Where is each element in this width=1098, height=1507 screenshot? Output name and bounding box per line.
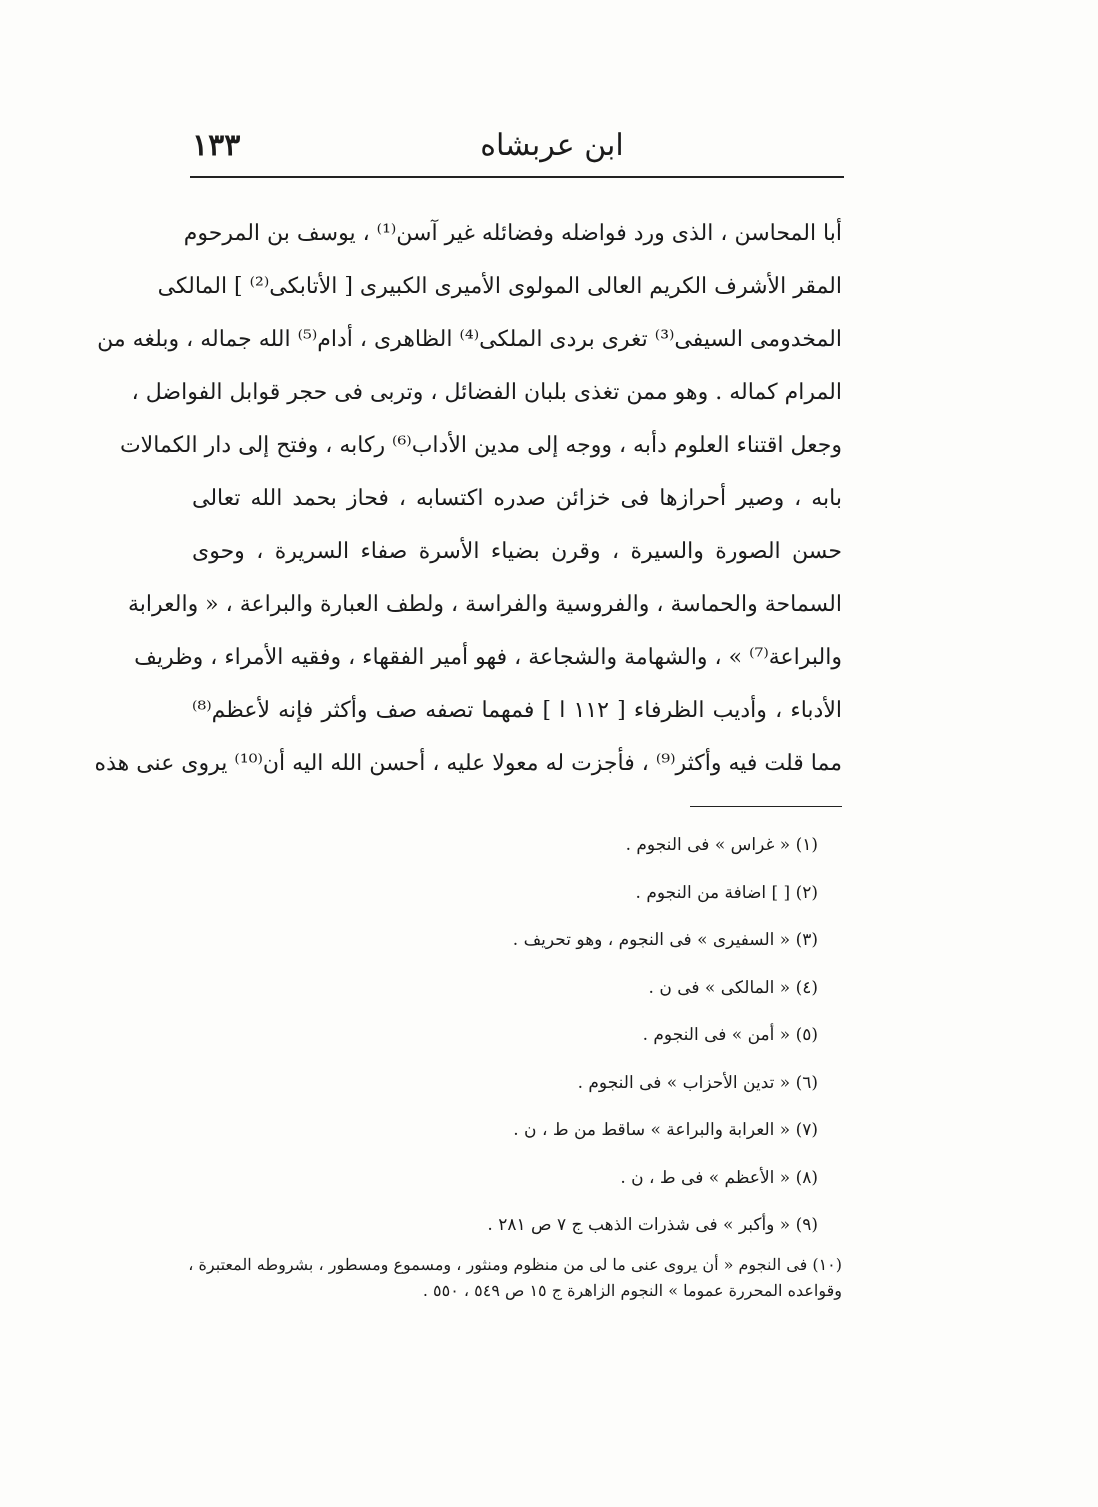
page-header: [192, 128, 842, 168]
text-line: السماحة والحماسة ، والفروسية والفراسة ، ولطف العبارة والبراعة ، « والعرابة: [127, 592, 842, 617]
footnote: (١) « غراس » فى النجوم .: [625, 835, 818, 855]
footnotes: [192, 825, 818, 1253]
running-title: ابن عربشاه: [480, 128, 624, 163]
footnote: (٨) « الأعظم » فى ط ، ن .: [620, 1167, 818, 1188]
text-line: الأدباء ، وأديب الظرفاء [ ١١٢ ا ] فمهما تصفه صف وأكثر فإنه لأعظم⁽⁸⁾: [192, 698, 842, 723]
text-line: المخدومى السيفى⁽³⁾ تغرى بردى الملكى⁽⁴⁾ الظاهرى ، أدام⁽⁵⁾ الله جماله ، وبلغه من: [97, 327, 842, 352]
footnote-line: وقواعده المحررة عموما » النجوم الزاهرة ج ١٥ ص ٥٤٩ ، ٥٥٠ .: [422, 1281, 842, 1300]
header-rule: [190, 176, 844, 178]
text-line: وجعل اقتناء العلوم دأبه ، ووجه إلى مدين الأداب⁽⁶⁾ ركابه ، وفتح إلى دار الكمالات: [119, 433, 842, 458]
text-line: مما قلت فيه وأكثر⁽⁹⁾ ، فأجزت له معولا عليه ، أحسن الله اليه أن⁽¹⁰⁾ يروى عنى هذه: [94, 751, 842, 776]
footnote: (٧) « العرابة والبراعة » ساقط من ط ، ن .: [513, 1120, 818, 1140]
footnote: (٣) « السفيرى » فى النجوم ، وهو تحريف .: [512, 930, 818, 950]
footnote: (٤) « المالكى » فى ن .: [648, 977, 818, 998]
footnote-separator: [690, 806, 842, 807]
text-line: حسن الصورة والسيرة ، وقرن بضياء الأسرة صفاء السريرة ، وحوى: [192, 539, 842, 564]
text-line: بابه ، وصير أحرازها فى خزائن صدره اكتسابه ، فحاز بحمد الله تعالى: [192, 486, 842, 511]
text-line: أبا المحاسن ، الذى ورد فواضله وفضائله غير آسن⁽¹⁾ ، يوسف بن المرحوم: [183, 221, 842, 246]
page-number: ١٣٣: [192, 128, 241, 163]
footnote: (٩) « وأكبر » فى شذرات الذهب ج ٧ ص ٢٨١ .: [487, 1215, 818, 1235]
text-line: المرام كماله . وهو ممن تغذى بلبان الفضائل ، وتربى فى حجر قوابل الفواضل ،: [131, 380, 842, 405]
footnote-line: (١٠) فى النجوم « أن يروى عنى ما لى من منظوم ومنثور ، ومسموع ومسطور ، بشروطه المعتبرة ،: [188, 1255, 842, 1274]
main-text: [94, 207, 842, 790]
text-line: والبراعة⁽⁷⁾ » ، والشهامة والشجاعة ، فهو أمير الفقهاء ، وفقيه الأمراء ، وظريف: [134, 645, 842, 670]
footnote: (٢) [ ] اضافة من النجوم .: [635, 882, 818, 903]
text-line: المقر الأشرف الكريم العالى المولوى الأميرى الكبيرى [ الأتابكى⁽²⁾ ] المالكى: [157, 274, 842, 299]
footnote: (٦) « تدين الأحزاب » فى النجوم .: [577, 1072, 818, 1093]
footnote-10: [188, 1252, 842, 1304]
footnote: (٥) « أمن » فى النجوم .: [642, 1025, 818, 1045]
